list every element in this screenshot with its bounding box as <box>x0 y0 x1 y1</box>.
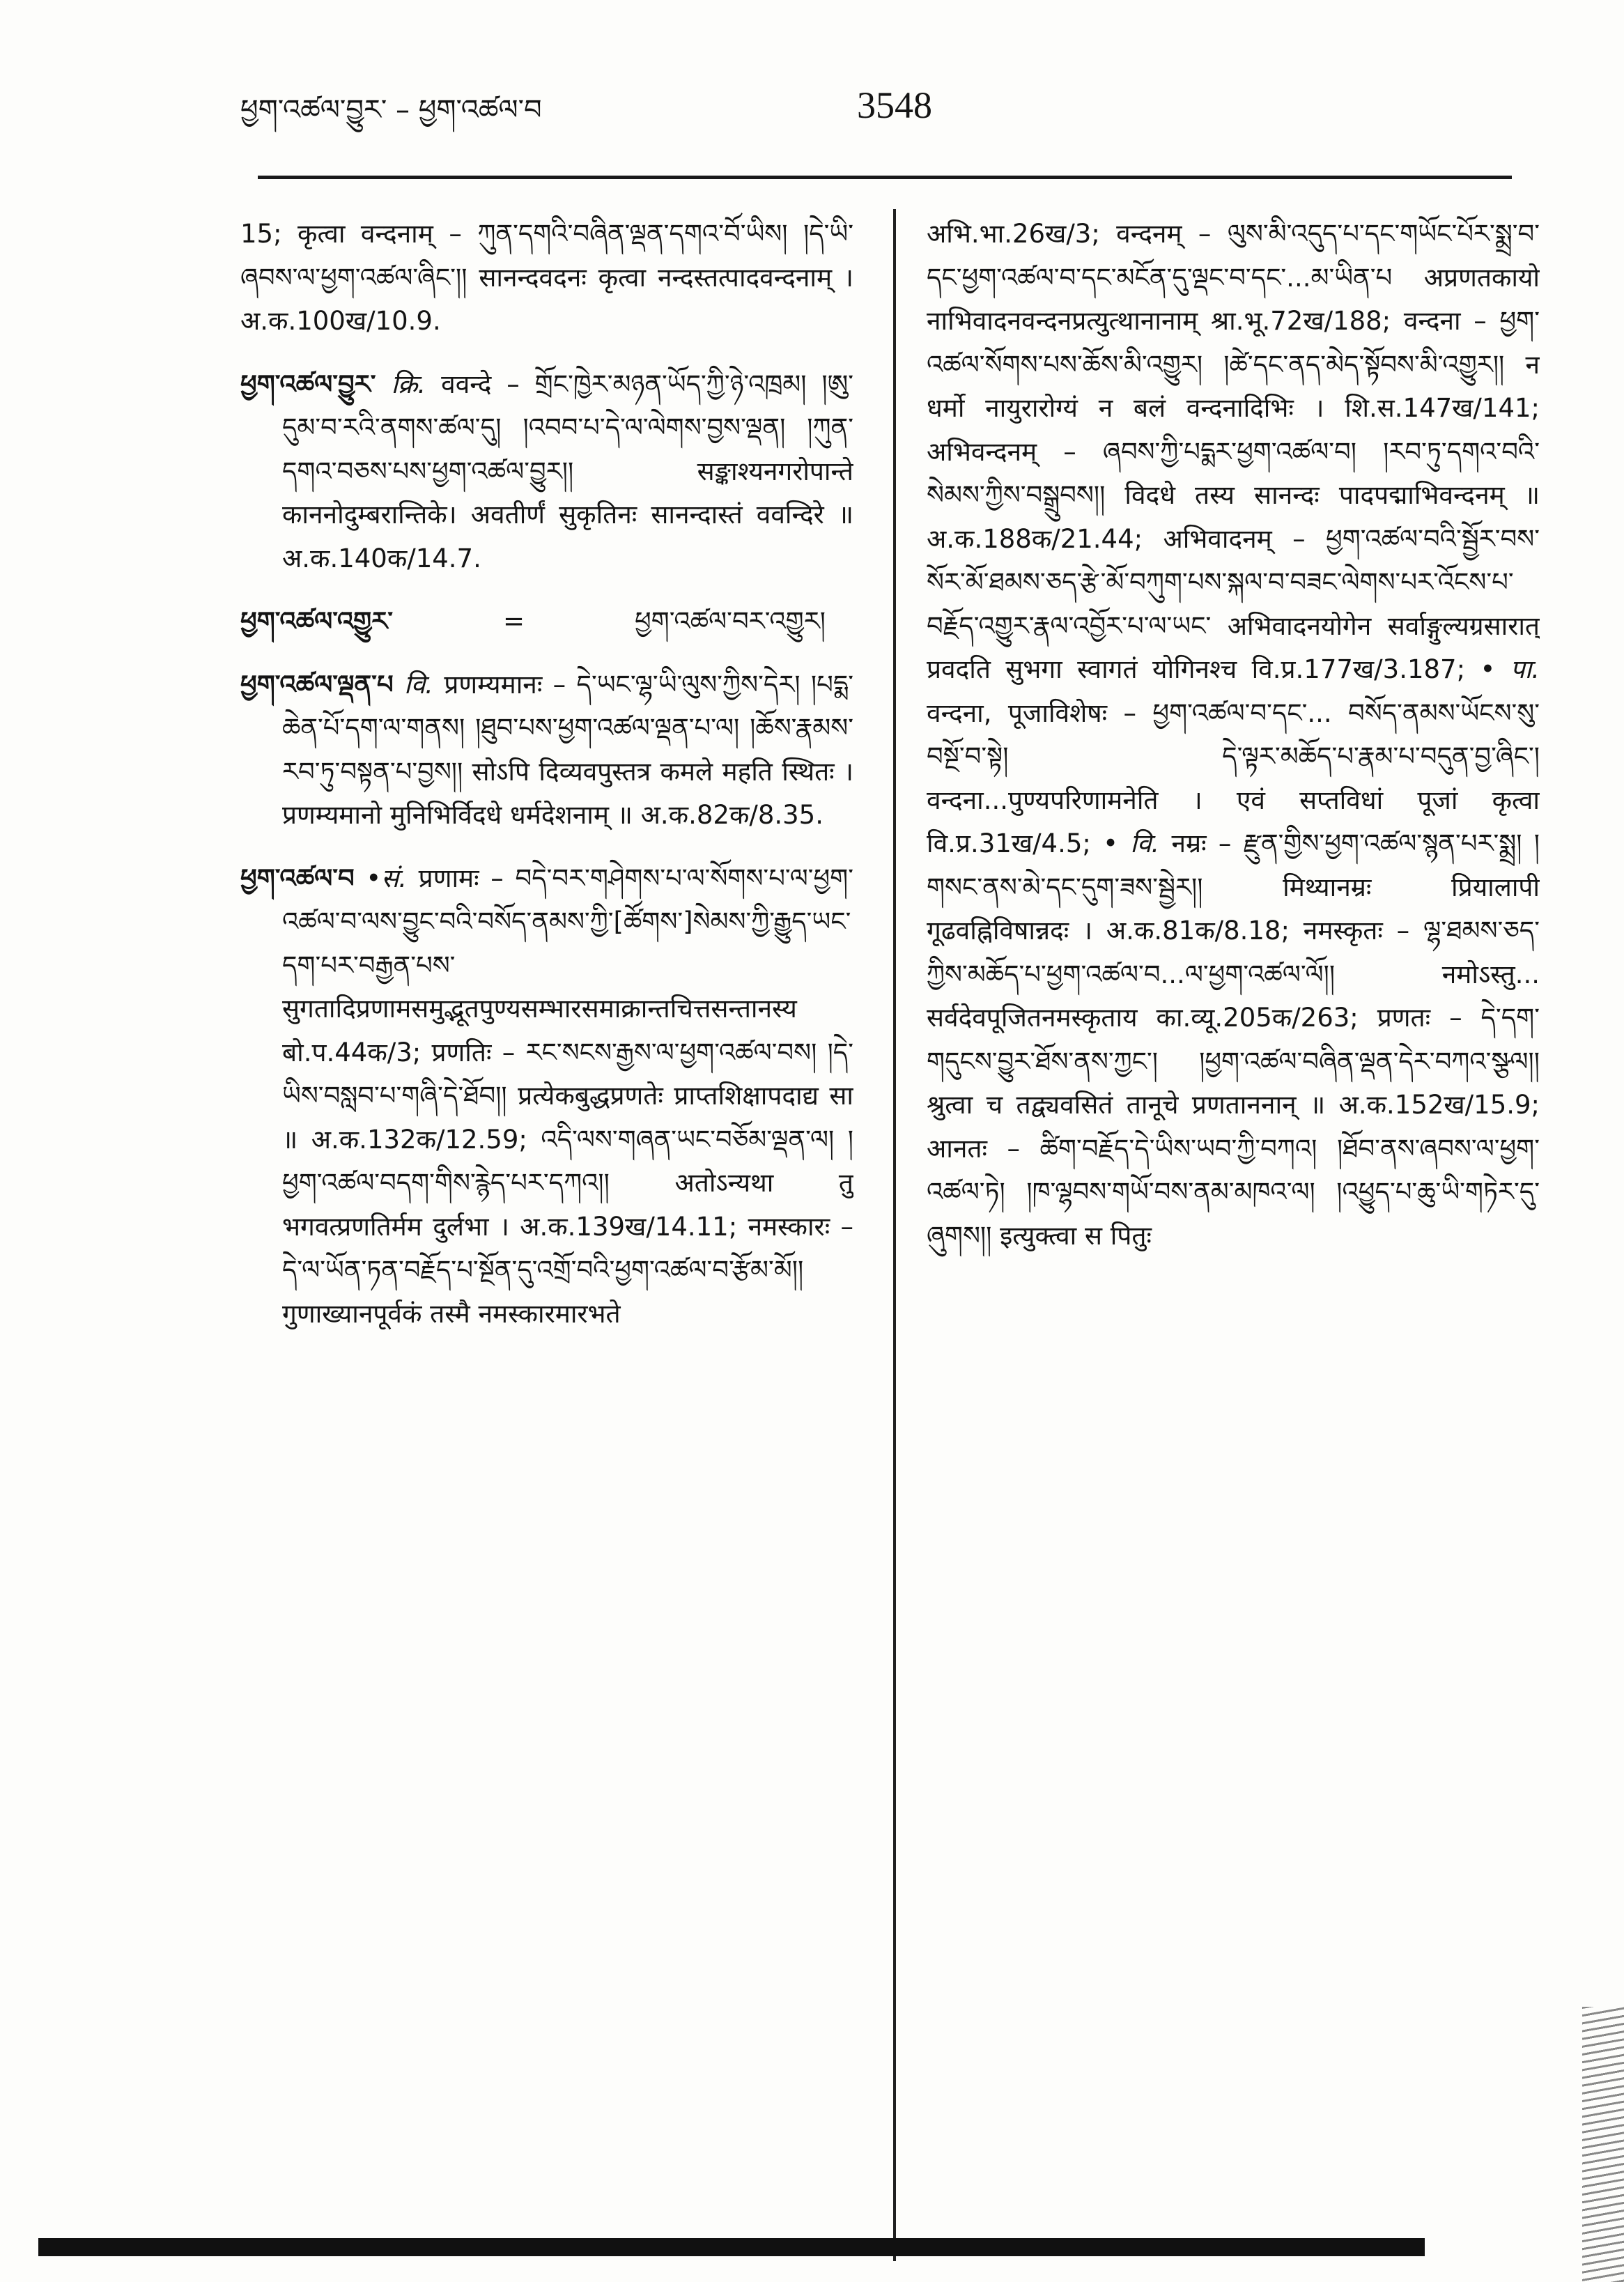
entry-body: वन्दना, पूजाविशेषः – ཕྱག་འཚལ་བ་དང་... བསོད་ནམས་ཡོངས་སུ་བསྔོ་བ་སྟེ། དེ་ལྟར་མཆོད་པ་རྣམ་པ་བདུན་བྱ་ཞིང་། वन्दना...पुण्यपरिणामनेति । एवं सप्तविधां पूजां कृत्वा वि.प्र.31ख/4.5; <box>927 697 1540 858</box>
dictionary-entry <box>240 857 853 1336</box>
right-column <box>927 213 1540 2233</box>
entry-body: प्रणामः – བདེ་བར་གཤེགས་པ་ལ་སོགས་པ་ལ་ཕྱག་འཚལ་བ་ལས་བྱུང་བའི་བསོད་ནམས་ཀྱི་[ཚོགས་]སེམས་ཀྱི་རྒྱུད་ཡང་དག་པར་བརྒྱན་པས་ सुगतादिप्रणामसमुद्भूतपुण्यसम्भारसमाक्रान्तचित्तसन्तानस्य बो.प.44क/3; प्रणतिः – རང་སངས་རྒྱས་ལ་ཕྱག་འཚལ་བས། །དེ་ཡིས་བསླབ་པ་གཞི་དེ་ཐོབ།། प्रत्येकबुद्धप्रणतेः प्राप्तशिक्षापदाद्य सा ॥ अ.क.132क/12.59; འདི་ལས་གཞན་ཡང་བཅོམ་ལྡན་ལ། །ཕྱག་འཚལ་བདག་གིས་རྙེད་པར་དཀའ།། अतोऽन्यथा तु भगवत्प्रणतिर्मम दुर्लभा । अ.क.139ख/14.11; नमस्कारः – དེ་ལ་ཡོན་ཏན་བརྗོད་པ་སྔོན་དུ་འགྲོ་བའི་ཕྱག་འཚལ་བ་རྩོམ་མོ།། गुणाख्यानपूर्वकं तस्मै नमस्कारमारभते <box>282 863 853 1329</box>
header-rule <box>258 176 1512 179</box>
continued-entry <box>927 213 1540 1258</box>
running-head: ཕྱག་འཚལ་བྱུར་ – ཕྱག་འཚལ་བ <box>240 94 542 126</box>
entry-body: ཕྱག་འཚལ་བར་འགྱུར། <box>634 606 826 636</box>
grammar-label: • वि. <box>1103 828 1160 858</box>
bottom-scan-bar <box>38 2238 1425 2256</box>
entry-body: अभि.भा.26ख/3; वन्दनम् – ལུས་མི་འདུད་པ་དང་གཡོང་པོར་སྨྲ་བ་དང་ཕྱག་འཚལ་བ་དང་མངོན་དུ་ལྡང་བ་དང་...མ་ཡིན་པ अप्रणतकायो नाभिवादनवन्दनप्रत्युत्थानानाम् श्रा.भू.72ख/188; वन्दना – ཕྱག་འཚལ་སོགས་པས་ཆོས་མི་འགྱུར། །ཚེ་དང་ནད་མེད་སྟོབས་མི་འགྱུར།། न धर्मो नायुरारोग्यं न बलं वन्दनादिभिः । शि.स.147ख/141; अभिवन्दनम् – ཞབས་ཀྱི་པདྨར་ཕྱག་འཚལ་བ། །རབ་ཏུ་དགའ་བའི་སེམས་ཀྱིས་བསྒྲུབས།། विदधे तस्य सानन्दः पादपद्माभिवन्दनम् ॥ अ.क.188क/21.44; अभिवादनम् – ཕྱག་འཚལ་བའི་སྦྱོར་བས་སོར་མོ་ཐམས་ཅད་རྩེ་མོ་བཀུག་པས་སྐལ་བ་བཟང་ལེགས་པར་འོངས་པ་བརྗོད་འགྱུར་རྣལ་འབྱོར་པ་ལ་ཡང་ अभिवादनयोगेन सर्वाङ्गुल्यग्रसारात् प्रवदति सुभगा स्वागतं योगिनश्च वि.प्र.177ख/3.187; <box>927 219 1540 684</box>
cross-reference-entry <box>240 600 853 644</box>
entry-body: प्रणम्यमानः – དེ་ཡང་ལྷ་ཡི་ལུས་ཀྱིས་དེར། །པདྨ་ཆེན་པོ་དག་ལ་གནས། །ཐུབ་པས་ཕྱག་འཚལ་ལྡན་པ་ལ། །ཆོས་རྣམས་རབ་ཏུ་བསྟན་པ་བྱས།། सोऽपि दिव्यवपुस्तत्र कमले महति स्थितः । प्रणम्यमानो मुनिभिर्विदधे धर्मदेशनाम् ॥ अ.क.82क/8.35. <box>282 669 853 830</box>
entry-headword: ཕྱག་འཚལ་ལྡན་པ <box>240 669 394 700</box>
column-divider <box>893 209 896 2261</box>
equals-sign: = <box>503 606 525 636</box>
grammar-label: वि. <box>404 669 433 700</box>
dictionary-entry <box>240 363 853 581</box>
left-column <box>240 213 853 2233</box>
entry-headword: ཕྱག་འཚལ་བ <box>240 863 355 893</box>
page-number: 3548 <box>857 84 932 126</box>
entry-body: नम्रः – རྫུན་གྱིས་ཕྱག་འཚལ་སྙན་པར་སྨྲ། །གསང་ནས་མེ་དང་དུག་ཟས་སྦྱེར།། मिथ्यानम्रः प्रियालापी गूढवह्निविषान्नदः । अ.क.81क/8.18; नमस्कृतः – ལྷ་ཐམས་ཅད་ཀྱིས་མཆོད་པ་ཕྱག་འཚལ་བ...ལ་ཕྱག་འཚལ་ལོ།། नमोऽस्तु... सर्वदेवपूजितनमस्कृताय का.व्यू.205क/263; प्रणतः – དེ་དག་གདུངས་བྱུར་ཐོས་ནས་ཀྱང་། །ཕྱག་འཚལ་བཞིན་ལྡན་དེར་བཀའ་སྩལ།། श्रुत्वा च तद्व्यवसितं तानूचे प्रणताननान् ॥ अ.क.152ख/15.9; आनतः – ཚིག་བརྗོད་དེ་ཡིས་ཡབ་ཀྱི་བཀའ། །ཐོབ་ནས་ཞབས་ལ་ཕྱག་འཚལ་ཏེ། །ཁ་ལྷབས་གཡོ་བས་ནམ་མཁའ་ལ། །འཕྱུད་པ་ཆུ་ཡི་གཏེར་དུ་ཞུགས།། इत्युक्त्वा स पितुः <box>927 828 1540 1251</box>
dictionary-entry <box>240 663 853 838</box>
entry-headword: ཕྱག་འཚལ་འགྱུར་ <box>240 606 394 636</box>
continued-entry: 15; कृत्वा वन्दनाम् – ཀུན་དགའི་བཞིན་ལྡན་དགའ་བོ་ཡིས། །དེ་ཡི་ཞབས་ལ་ཕྱག་འཚལ་ཞིང་།། सानन्दवदनः कृत्वा नन्दस्तत्पादवन्दनाम् । अ.क.100ख/10.9. <box>240 219 853 336</box>
scan-edge-artifact <box>1582 2007 1624 2282</box>
grammar-label: • पा. <box>1480 654 1540 684</box>
grammar-label: क्रि. <box>391 369 426 399</box>
grammar-label: •सं. <box>366 863 407 893</box>
entry-headword: ཕྱག་འཚལ་བྱུར་ <box>240 369 376 399</box>
entry-body: ववन्दे – གྲོང་ཁྱེར་མཉན་ཡོད་ཀྱི་ཉེ་འཁྲམ། །ཨུ་དུམ་བ་རའི་ནགས་ཚལ་དུ། །འབབ་པ་དེ་ལ་ལེགས་བྱས་ལྡན། །ཀུན་དགའ་བཅས་པས་ཕྱག་འཚལ་བྱུར།། सङ्काश्यनगरोपान्ते काननोदुम्बरान्तिके। अवतीर्णं सुकृतिनः सानन्दास्तं ववन्दिरे ॥ अ.क.140क/14.7. <box>282 369 853 573</box>
